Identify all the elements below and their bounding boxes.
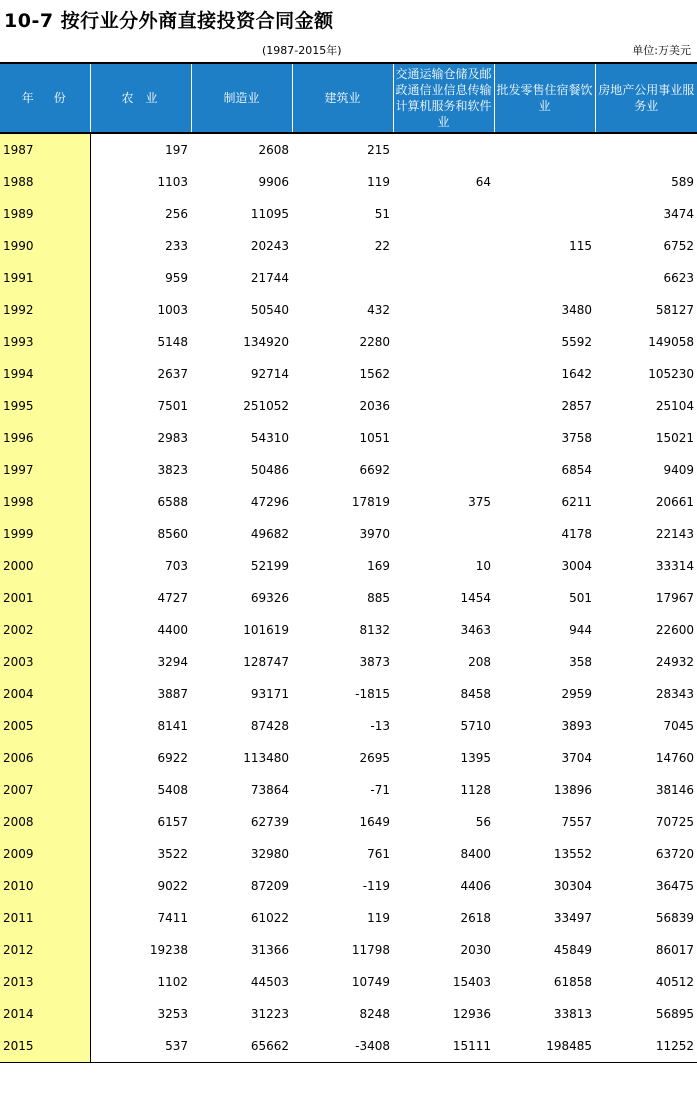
cell-manufacturing: 50540: [250, 303, 289, 317]
cell-manufacturing: 251052: [243, 399, 289, 413]
cell-real-estate: 15021: [655, 431, 694, 445]
cell-manufacturing: 9906: [258, 175, 289, 189]
cell-manufacturing: 113480: [243, 751, 289, 765]
cell-real-estate: 22143: [655, 527, 694, 541]
cell-wholesale-retail: 13896: [553, 783, 592, 797]
cell-construction: -119: [362, 879, 390, 893]
cell-year: 2010: [0, 870, 90, 902]
cell-manufacturing: 2608: [258, 143, 289, 157]
table-row: [0, 806, 697, 838]
cell-manufacturing: 69326: [250, 591, 289, 605]
table-row: [0, 902, 697, 934]
cell-wholesale-retail: 30304: [553, 879, 592, 893]
cell-construction: 6692: [359, 463, 390, 477]
table-row: [0, 710, 697, 742]
table-row: [0, 262, 697, 294]
cell-construction: 119: [367, 911, 390, 925]
cell-transport-it: [393, 198, 494, 230]
cell-construction: 761: [367, 847, 390, 861]
cell-year: 1996: [0, 422, 90, 454]
cell-wholesale-retail: 501: [569, 591, 592, 605]
cell-agriculture: 256: [165, 207, 188, 221]
cell-year: 2004: [0, 678, 90, 710]
cell-agriculture: 6588: [157, 495, 188, 509]
cell-real-estate: [595, 133, 697, 166]
cell-wholesale-retail: 6211: [561, 495, 592, 509]
cell-year: 1995: [0, 390, 90, 422]
table-row: [0, 870, 697, 902]
cell-wholesale-retail: 3704: [561, 751, 592, 765]
cell-agriculture: 2637: [157, 367, 188, 381]
cell-real-estate: 3474: [663, 207, 694, 221]
cell-wholesale-retail: 1642: [561, 367, 592, 381]
cell-wholesale-retail: [494, 198, 595, 230]
cell-transport-it: 8458: [460, 687, 491, 701]
page-title: 10-7 按行业分外商直接投资合同金额: [4, 10, 334, 32]
cell-year: 2011: [0, 902, 90, 934]
cell-construction: 885: [367, 591, 390, 605]
cell-agriculture: 4727: [157, 591, 188, 605]
cell-wholesale-retail: 198485: [494, 1030, 595, 1063]
cell-manufacturing: 31366: [250, 943, 289, 957]
cell-transport-it: 2618: [460, 911, 491, 925]
cell-agriculture: 6922: [157, 751, 188, 765]
cell-real-estate: 105230: [648, 367, 694, 381]
cell-wholesale-retail: 358: [569, 655, 592, 669]
header-agriculture: 农业: [90, 63, 191, 133]
cell-wholesale-retail: 13552: [553, 847, 592, 861]
cell-real-estate: 17967: [655, 591, 694, 605]
cell-transport-it: [393, 358, 494, 390]
cell-manufacturing: 93171: [250, 687, 289, 701]
cell-real-estate: 149058: [648, 335, 694, 349]
cell-wholesale-retail: 33813: [553, 1007, 592, 1021]
cell-manufacturing: 54310: [250, 431, 289, 445]
cell-year: 1999: [0, 518, 90, 550]
cell-year: 2007: [0, 774, 90, 806]
cell-year: 1991: [0, 262, 90, 294]
cell-wholesale-retail: 944: [569, 623, 592, 637]
cell-construction: 119: [367, 175, 390, 189]
cell-manufacturing: 31223: [250, 1007, 289, 1021]
cell-agriculture: 7501: [157, 399, 188, 413]
cell-agriculture: 233: [165, 239, 188, 253]
table-row: [0, 838, 697, 870]
cell-real-estate: 38146: [655, 783, 694, 797]
cell-real-estate: 58127: [655, 303, 694, 317]
table-row: [0, 166, 697, 198]
cell-year: 2000: [0, 550, 90, 582]
header-real-estate: 房地产公用事业服务业: [595, 63, 697, 133]
cell-transport-it: 208: [468, 655, 491, 669]
cell-real-estate: 33314: [655, 559, 694, 573]
table-row: [0, 390, 697, 422]
cell-construction: 3970: [359, 527, 390, 541]
cell-year: 1988: [0, 166, 90, 198]
cell-transport-it: 5710: [460, 719, 491, 733]
cell-construction: 22: [374, 239, 390, 253]
cell-transport-it: 15403: [452, 975, 491, 989]
cell-agriculture: 7411: [157, 911, 188, 925]
year-range-subtitle: (1987-2015年): [262, 44, 342, 57]
table-row: [0, 358, 697, 390]
header-construction: 建筑业: [292, 63, 393, 133]
cell-construction: 8132: [359, 623, 390, 637]
cell-year: 2012: [0, 934, 90, 966]
cell-transport-it: 3463: [460, 623, 491, 637]
cell-real-estate: 86017: [655, 943, 694, 957]
cell-agriculture: 197: [165, 143, 188, 157]
cell-transport-it: 8400: [460, 847, 491, 861]
cell-wholesale-retail: 4178: [561, 527, 592, 541]
table-row: [0, 1030, 697, 1063]
cell-year: 2015: [0, 1030, 90, 1063]
cell-agriculture: 3823: [157, 463, 188, 477]
cell-agriculture: 1103: [157, 175, 188, 189]
cell-year: 2003: [0, 646, 90, 678]
table-row: [0, 133, 697, 166]
cell-wholesale-retail: [494, 262, 595, 294]
cell-construction: 1562: [359, 367, 390, 381]
cell-transport-it: [393, 294, 494, 326]
cell-construction: 8248: [359, 1007, 390, 1021]
cell-wholesale-retail: 2959: [561, 687, 592, 701]
cell-construction: 169: [367, 559, 390, 573]
cell-wholesale-retail: [494, 133, 595, 166]
cell-transport-it: [393, 262, 494, 294]
table-row: [0, 294, 697, 326]
cell-transport-it: 1395: [460, 751, 491, 765]
cell-manufacturing: 11095: [250, 207, 289, 221]
cell-real-estate: 20661: [655, 495, 694, 509]
cell-year: 2013: [0, 966, 90, 998]
table-row: [0, 230, 697, 262]
cell-year: 1987: [0, 133, 90, 166]
cell-wholesale-retail: 7557: [561, 815, 592, 829]
cell-agriculture: 5408: [157, 783, 188, 797]
cell-wholesale-retail: 3480: [561, 303, 592, 317]
cell-manufacturing: 92714: [250, 367, 289, 381]
table-row: [0, 646, 697, 678]
cell-agriculture: 6157: [157, 815, 188, 829]
table-row: [0, 326, 697, 358]
cell-transport-it: [393, 133, 494, 166]
cell-construction: 17819: [351, 495, 390, 509]
table-row: [0, 966, 697, 998]
cell-manufacturing: 49682: [250, 527, 289, 541]
cell-transport-it: [393, 518, 494, 550]
cell-agriculture: 959: [165, 271, 188, 285]
header-row: [0, 63, 697, 133]
cell-agriculture: 1003: [157, 303, 188, 317]
cell-year: 2002: [0, 614, 90, 646]
investment-table: [0, 62, 697, 1063]
cell-year: 2006: [0, 742, 90, 774]
cell-year: 1990: [0, 230, 90, 262]
cell-real-estate: 7045: [663, 719, 694, 733]
cell-manufacturing: 128747: [243, 655, 289, 669]
cell-agriculture: 3887: [157, 687, 188, 701]
table-row: [0, 742, 697, 774]
cell-transport-it: [393, 326, 494, 358]
cell-year: 1997: [0, 454, 90, 486]
cell-construction: 3873: [359, 655, 390, 669]
cell-year: 2005: [0, 710, 90, 742]
table-row: [0, 678, 697, 710]
cell-construction: -13: [370, 719, 390, 733]
table-body: [0, 133, 697, 1063]
cell-manufacturing: 61022: [250, 911, 289, 925]
table-row: [0, 614, 697, 646]
cell-transport-it: [393, 454, 494, 486]
cell-real-estate: 14760: [655, 751, 694, 765]
cell-year: 1998: [0, 486, 90, 518]
cell-transport-it: 1128: [460, 783, 491, 797]
cell-manufacturing: 44503: [250, 975, 289, 989]
cell-year: 2001: [0, 582, 90, 614]
header-transport-it: 交通运输仓储及邮政通信业信息传输计算机服务和软件业: [393, 63, 494, 133]
cell-agriculture: 703: [165, 559, 188, 573]
cell-manufacturing: 32980: [250, 847, 289, 861]
cell-construction: 1051: [359, 431, 390, 445]
cell-transport-it: [393, 230, 494, 262]
cell-year: 2014: [0, 998, 90, 1030]
cell-real-estate: 70725: [655, 815, 694, 829]
cell-agriculture: 3294: [157, 655, 188, 669]
cell-year: 2009: [0, 838, 90, 870]
cell-manufacturing: 65662: [191, 1030, 292, 1063]
cell-real-estate: 6752: [663, 239, 694, 253]
cell-construction: 2280: [359, 335, 390, 349]
cell-year: 1989: [0, 198, 90, 230]
cell-agriculture: 3522: [157, 847, 188, 861]
cell-real-estate: 36475: [655, 879, 694, 893]
cell-real-estate: 9409: [663, 463, 694, 477]
cell-construction: -71: [370, 783, 390, 797]
cell-manufacturing: 87209: [250, 879, 289, 893]
header-wholesale-retail: 批发零售住宿餐饮业: [494, 63, 595, 133]
cell-real-estate: 6623: [663, 271, 694, 285]
cell-manufacturing: 21744: [250, 271, 289, 285]
cell-manufacturing: 134920: [243, 335, 289, 349]
table-row: [0, 934, 697, 966]
cell-transport-it: 15111: [393, 1030, 494, 1063]
cell-wholesale-retail: [494, 166, 595, 198]
cell-agriculture: 2983: [157, 431, 188, 445]
cell-real-estate: 22600: [655, 623, 694, 637]
cell-agriculture: 8141: [157, 719, 188, 733]
cell-year: 1993: [0, 326, 90, 358]
cell-transport-it: 1454: [460, 591, 491, 605]
table-row: [0, 550, 697, 582]
cell-wholesale-retail: 33497: [553, 911, 592, 925]
table-row: [0, 998, 697, 1030]
cell-wholesale-retail: 2857: [561, 399, 592, 413]
cell-construction: -3408: [292, 1030, 393, 1063]
cell-real-estate: 56839: [655, 911, 694, 925]
cell-manufacturing: 52199: [250, 559, 289, 573]
cell-wholesale-retail: 6854: [561, 463, 592, 477]
cell-manufacturing: 62739: [250, 815, 289, 829]
table-row: [0, 774, 697, 806]
cell-year: 2008: [0, 806, 90, 838]
cell-manufacturing: 87428: [250, 719, 289, 733]
cell-agriculture: 19238: [149, 943, 188, 957]
cell-construction: 432: [367, 303, 390, 317]
cell-real-estate: 40512: [655, 975, 694, 989]
cell-wholesale-retail: 3758: [561, 431, 592, 445]
cell-wholesale-retail: 45849: [553, 943, 592, 957]
cell-agriculture: 4400: [157, 623, 188, 637]
cell-transport-it: 12936: [452, 1007, 491, 1021]
header-manufacturing: 制造业: [191, 63, 292, 133]
cell-construction: 11798: [351, 943, 390, 957]
cell-transport-it: 56: [475, 815, 491, 829]
cell-agriculture: 1102: [157, 975, 188, 989]
table-row: [0, 582, 697, 614]
cell-construction: [292, 262, 393, 294]
cell-agriculture: 5148: [157, 335, 188, 349]
cell-real-estate: 589: [671, 175, 694, 189]
cell-real-estate: 11252: [595, 1030, 697, 1063]
cell-agriculture: 3253: [157, 1007, 188, 1021]
cell-real-estate: 28343: [655, 687, 694, 701]
cell-agriculture: 8560: [157, 527, 188, 541]
cell-year: 1992: [0, 294, 90, 326]
cell-real-estate: 25104: [655, 399, 694, 413]
cell-manufacturing: 73864: [250, 783, 289, 797]
cell-transport-it: [393, 422, 494, 454]
cell-wholesale-retail: 115: [569, 239, 592, 253]
cell-transport-it: [393, 390, 494, 422]
cell-construction: 2695: [359, 751, 390, 765]
cell-construction: 10749: [351, 975, 390, 989]
cell-wholesale-retail: 3893: [561, 719, 592, 733]
cell-wholesale-retail: 5592: [561, 335, 592, 349]
cell-manufacturing: 47296: [250, 495, 289, 509]
cell-construction: 1649: [359, 815, 390, 829]
cell-real-estate: 56895: [655, 1007, 694, 1021]
cell-construction: -1815: [355, 687, 390, 701]
table-row: [0, 422, 697, 454]
cell-construction: 2036: [359, 399, 390, 413]
cell-agriculture: 537: [90, 1030, 191, 1063]
cell-wholesale-retail: 3004: [561, 559, 592, 573]
cell-construction: 215: [367, 143, 390, 157]
table-row: [0, 454, 697, 486]
table-row: [0, 486, 697, 518]
cell-transport-it: 64: [475, 175, 491, 189]
cell-real-estate: 24932: [655, 655, 694, 669]
unit-label: 单位:万美元: [632, 44, 691, 57]
cell-transport-it: 2030: [460, 943, 491, 957]
cell-transport-it: 375: [468, 495, 491, 509]
cell-wholesale-retail: 61858: [553, 975, 592, 989]
table-row: [0, 198, 697, 230]
cell-transport-it: 4406: [460, 879, 491, 893]
cell-transport-it: 10: [475, 559, 491, 573]
cell-manufacturing: 50486: [250, 463, 289, 477]
cell-year: 1994: [0, 358, 90, 390]
cell-manufacturing: 20243: [250, 239, 289, 253]
table-row: [0, 518, 697, 550]
cell-construction: 51: [374, 207, 390, 221]
cell-real-estate: 63720: [655, 847, 694, 861]
header-year: 年份: [0, 63, 90, 133]
cell-manufacturing: 101619: [243, 623, 289, 637]
cell-agriculture: 9022: [157, 879, 188, 893]
